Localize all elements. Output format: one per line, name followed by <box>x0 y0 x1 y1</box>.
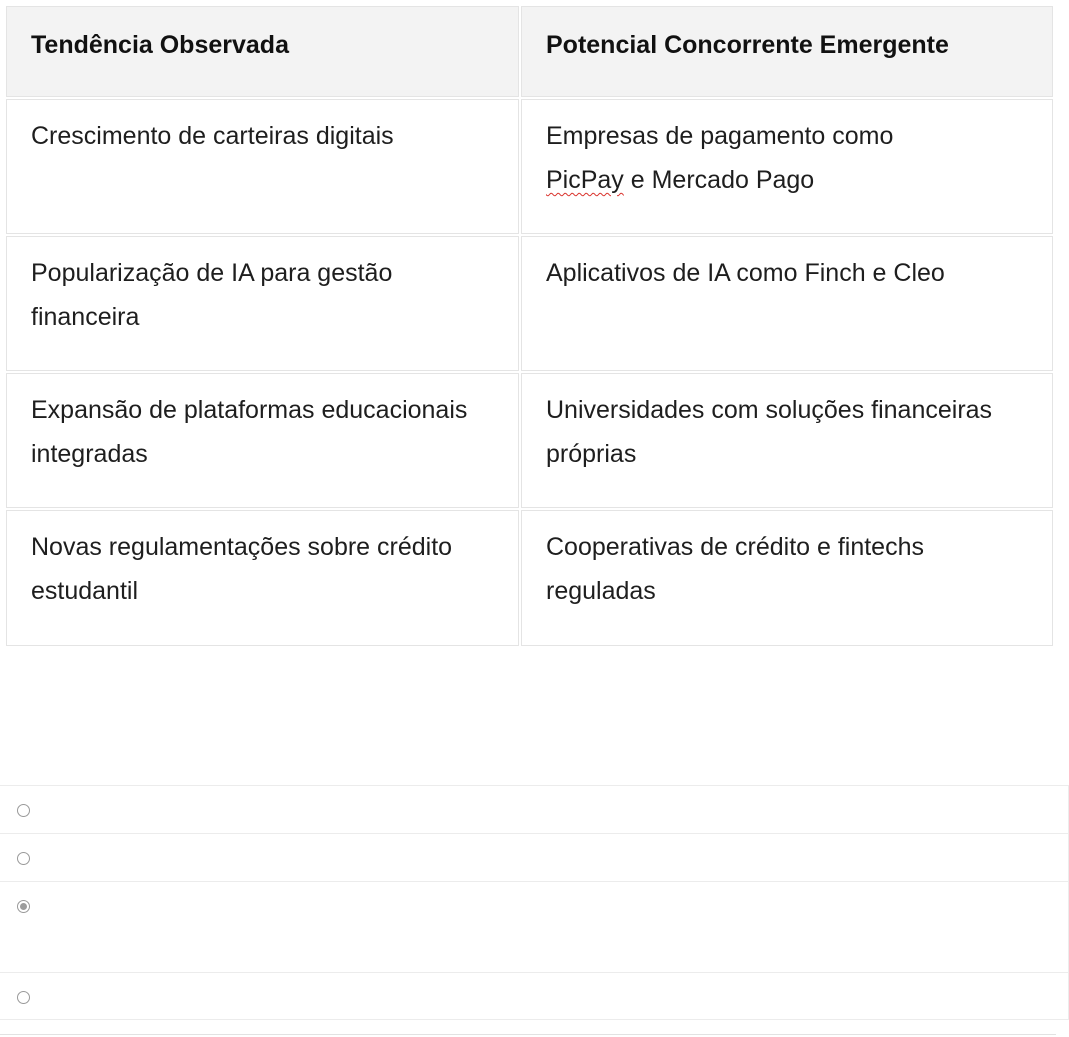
column-header-trend: Tendência Observada <box>6 6 519 97</box>
trend-cell: Popularização de IA para gestão financeira <box>6 236 519 371</box>
radio-option-list <box>0 785 1069 1020</box>
trend-cell: Expansão de plataformas educacionais integradas <box>6 373 519 508</box>
competitor-text-line: Empresas de pagamento como <box>546 122 894 150</box>
radio-button[interactable] <box>17 900 30 913</box>
radio-button[interactable] <box>17 852 30 865</box>
table-row <box>6 236 1053 371</box>
column-header-competitor: Potencial Concorrente Emergente <box>521 6 1053 97</box>
table-row <box>6 373 1053 508</box>
radio-button[interactable] <box>17 804 30 817</box>
table-row <box>6 99 1053 234</box>
table-row <box>6 510 1053 646</box>
radio-button[interactable] <box>17 991 30 1004</box>
trend-competitor-table-container <box>6 6 1053 646</box>
spellcheck-flagged-word[interactable]: PicPay <box>546 166 624 194</box>
competitor-cell: Universidades com soluções financeiras próprias <box>521 373 1053 508</box>
competitor-cell <box>521 99 1053 234</box>
radio-option-row[interactable] <box>0 881 1069 972</box>
radio-option-row[interactable] <box>0 833 1069 881</box>
radio-option-row[interactable] <box>0 972 1069 1020</box>
trend-cell: Crescimento de carteiras digitais <box>6 99 519 234</box>
trend-competitor-table <box>4 4 1055 648</box>
trend-cell: Novas regulamentações sobre crédito estudantil <box>6 510 519 646</box>
table-header-row <box>6 6 1053 97</box>
radio-option-row[interactable] <box>0 785 1069 833</box>
competitor-cell: Cooperativas de crédito e fintechs reguladas <box>521 510 1053 646</box>
competitor-text-rest: e Mercado Pago <box>623 166 815 194</box>
competitor-cell: Aplicativos de IA como Finch e Cleo <box>521 236 1053 371</box>
bottom-divider <box>0 1034 1056 1035</box>
